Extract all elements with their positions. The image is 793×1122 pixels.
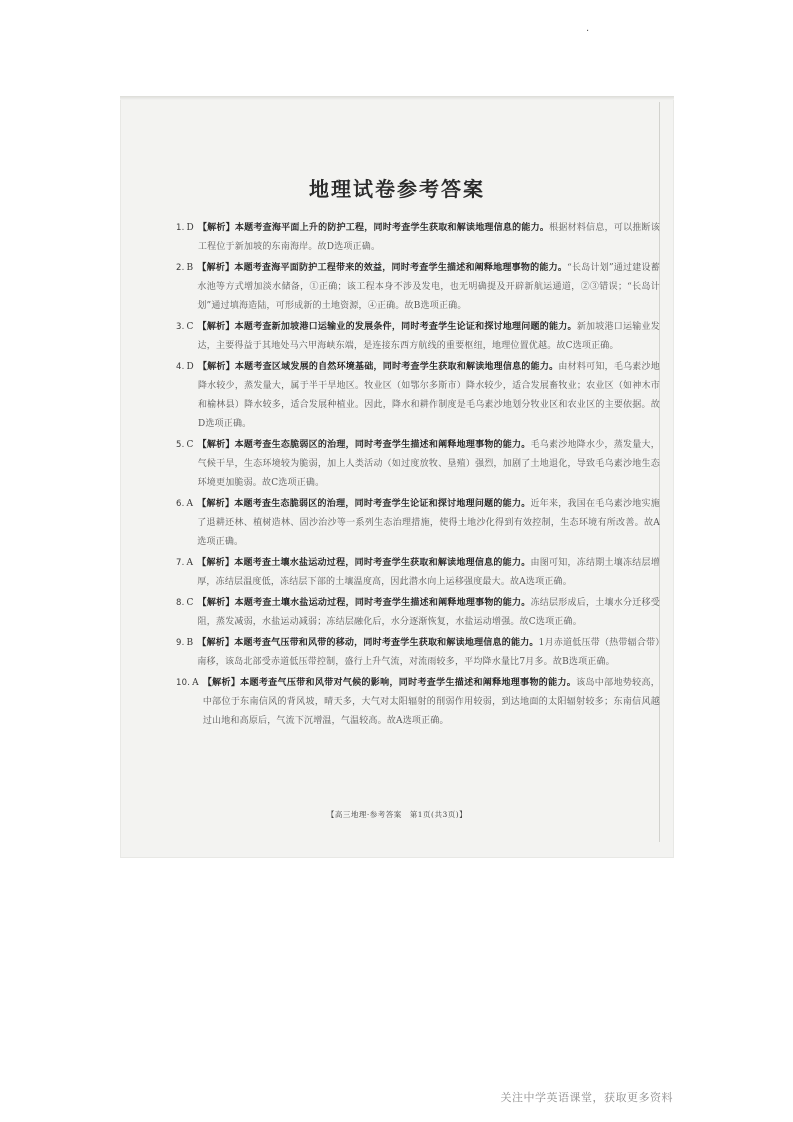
answer-number: 10.	[176, 678, 191, 688]
corner-dot-mark: ·	[586, 26, 590, 37]
answer-text	[197, 495, 660, 552]
answer-text	[197, 554, 660, 592]
answer-number: 4.	[176, 362, 185, 372]
answer-item-3	[176, 318, 660, 356]
answer-body: 根据材料信息，可以推断该工程位于新加坡的东南海岸。故D选项正确。	[197, 223, 661, 252]
answer-lead: 【解析】本题考查区域发展的自然环境基础，同时考查学生获取和解读地理信息的能力。	[197, 362, 559, 372]
answer-item-10	[176, 674, 660, 731]
answer-number: 7.	[176, 558, 185, 568]
answer-text	[198, 436, 660, 493]
answer-head	[176, 259, 197, 316]
answer-key: B	[186, 263, 194, 273]
answer-number: 8.	[176, 598, 185, 608]
watermark-text: 关注中学英语课堂，获取更多资料	[500, 1091, 673, 1104]
answer-key: C	[186, 598, 194, 608]
scan-top-edge	[120, 96, 674, 100]
answer-item-4	[176, 358, 660, 434]
answer-lead: 【解析】本题考查海平面防护工程带来的效益，同时考查学生描述和阐释地理事物的能力。	[197, 263, 568, 273]
answer-key: C	[186, 322, 194, 332]
answer-lead: 【解析】本题考查新加坡港口运输业的发展条件，同时考查学生论证和探讨地理问题的能力。	[197, 322, 577, 332]
answer-text	[198, 219, 660, 257]
answer-body: “长岛计划”通过建设蓄水池等方式增加淡水储备，①正确；该工程本身不涉及发电，也无明确提及开辟新航运通道，②③错误；“长岛计划”通过填海造陆，可形成新的土地资源，④正确。故B选项正确。	[197, 263, 660, 311]
answer-number: 5.	[176, 440, 185, 450]
answer-number: 1.	[176, 223, 185, 233]
answer-body: 毛乌素沙地降水少，蒸发量大，气候干旱，生态环境较为脆弱，加上人类活动（如过度放牧、垦殖）强烈，加剧了土地退化，导致毛乌素沙地生态环境更加脆弱。故C选项正确。	[197, 440, 660, 488]
answer-lead: 【解析】本题考查土壤水盐运动过程，同时考查学生描述和阐释地理事物的能力。	[197, 598, 531, 608]
scanned-page	[120, 96, 674, 858]
answer-lead: 【解析】本题考查气压带和风带的移动，同时考查学生获取和解读地理信息的能力。	[197, 638, 539, 648]
answer-key: C	[186, 440, 194, 450]
answer-head	[176, 634, 197, 672]
answer-item-1	[176, 219, 660, 257]
answer-key: B	[186, 638, 194, 648]
answer-key: A	[186, 558, 194, 568]
answer-key: A	[192, 678, 199, 688]
answer-body: 1月赤道低压带（热带辐合带）南移，该岛北部受赤道低压带控制，盛行上升气流，对流雨较多，平均降水量比7月多。故B选项正确。	[197, 638, 661, 667]
answer-text	[198, 594, 660, 632]
answer-lead: 【解析】本题考查土壤水盐运动过程，同时考查学生获取和解读地理信息的能力。	[197, 558, 531, 568]
answer-number: 3.	[176, 322, 185, 332]
answer-number: 2.	[176, 263, 185, 273]
answer-head	[176, 495, 197, 552]
answer-lead: 【解析】本题考查生态脆弱区的治理，同时考查学生论证和探讨地理问题的能力。	[197, 499, 531, 509]
answer-head	[176, 594, 198, 632]
answer-item-2	[176, 259, 660, 316]
page-title: 地理试卷参考答案	[309, 177, 485, 201]
answer-lead: 【解析】本题考查海平面上升的防护工程，同时考查学生获取和解读地理信息的能力。	[197, 223, 550, 233]
answer-body: 由图可知，冻结期土壤冻结层增厚，冻结层温度低，冻结层下部的土壤温度高，因此潜水向上运移强度最大。故A选项正确。	[197, 558, 660, 587]
answer-number: 9.	[176, 638, 185, 648]
page-footer: 【高三地理·参考答案 第1页(共3页)】	[326, 810, 468, 819]
answer-item-9	[176, 634, 660, 672]
answer-item-7	[176, 554, 660, 592]
answer-head	[176, 436, 198, 493]
answer-body: 冻结层形成后，土壤水分迁移受阻，蒸发减弱，水盐运动减弱；冻结层融化后，水分逐渐恢复，水盐运动增强。故C选项正确。	[197, 598, 660, 627]
answer-text	[197, 634, 660, 672]
answer-number: 6.	[176, 499, 185, 509]
answer-key: D	[186, 362, 194, 372]
answer-body: 近年来，我国在毛乌素沙地实施了退耕还林、植树造林、固沙治沙等一系列生态治理措施，使得土地沙化得到有效控制，生态环境有所改善。故A选项正确。	[197, 499, 660, 547]
answer-item-5	[176, 436, 660, 493]
answer-head	[176, 674, 203, 731]
answer-item-8	[176, 594, 660, 632]
answer-item-6	[176, 495, 660, 552]
answer-head	[176, 358, 198, 434]
answer-text	[198, 318, 660, 356]
answer-text	[197, 259, 660, 316]
answer-key: A	[186, 499, 194, 509]
answer-list	[176, 219, 660, 731]
answer-head	[176, 318, 198, 356]
answer-text	[203, 674, 660, 731]
answer-body: 由材料可知，毛乌素沙地降水较少，蒸发量大，属于半干旱地区。牧业区（如鄂尔多斯市）降水较少，适合发展畜牧业；农业区（如神木市和榆林县）降水较多，适合发展种植业。因此，降水和耕作制度是毛乌素沙地划分牧业区和农业区的主要依据。故D选项正确。	[197, 362, 660, 429]
answer-head	[176, 554, 197, 592]
answer-body: 新加坡港口运输业发达，主要得益于其地处马六甲海峡东端，是连接东西方航线的重要枢纽，地理位置优越。故C选项正确。	[197, 322, 661, 351]
answer-key: D	[186, 223, 194, 233]
answer-text	[198, 358, 660, 434]
answer-body: 该岛中部地势较高，中部位于东南信风的背风坡，晴天多，大气对太阳辐射的削弱作用较弱，到达地面的太阳辐射较多；东南信风越过山地和高原后，气流下沉增温，气温较高。故A选项正确。	[202, 678, 660, 726]
answer-head	[176, 219, 198, 257]
answer-lead: 【解析】本题考查生态脆弱区的治理，同时考查学生描述和阐释地理事物的能力。	[197, 440, 531, 450]
answer-lead: 【解析】本题考查气压带和风带对气候的影响，同时考查学生描述和阐释地理事物的能力。	[202, 678, 577, 688]
